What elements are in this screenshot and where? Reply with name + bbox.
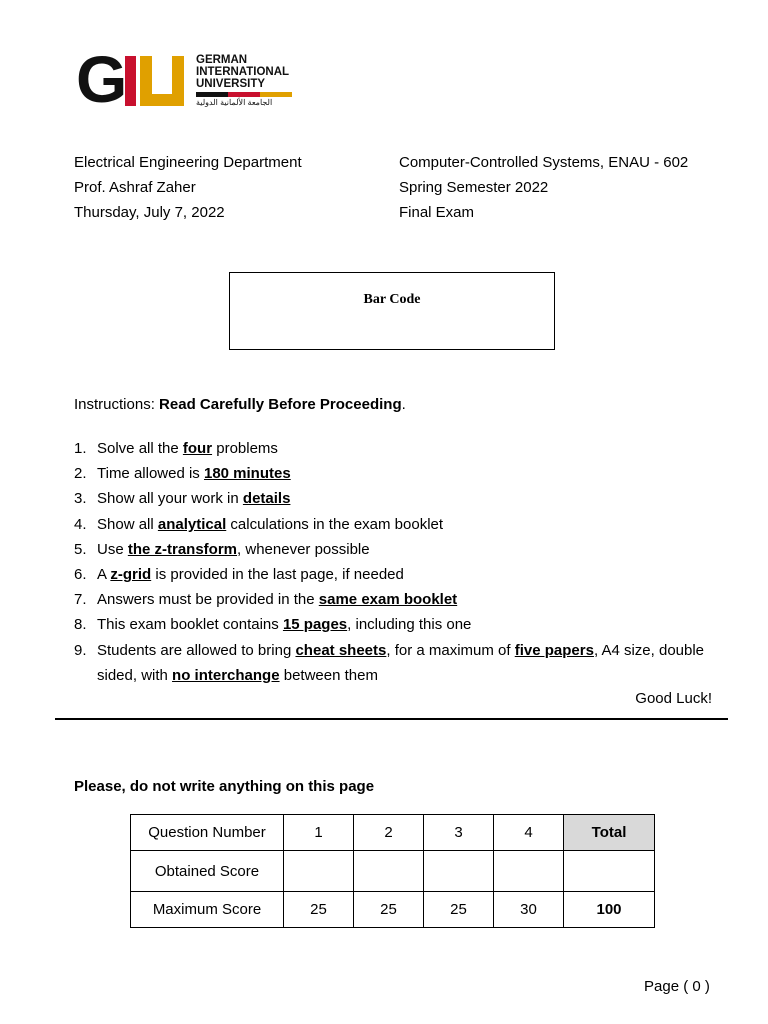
- list-item: 8. This exam booklet contains 15 pages, including this one: [74, 616, 472, 634]
- logo-university-name: GERMAN INTERNATIONAL UNIVERSITY: [196, 54, 290, 90]
- barcode-label: Bar Code: [363, 292, 421, 307]
- table-row: [131, 851, 655, 892]
- max-total-cell: 100: [564, 892, 655, 928]
- good-luck-text: Good Luck!: [635, 690, 712, 707]
- page-number: Page ( 0 ): [644, 978, 710, 995]
- list-item: 6. A z-grid is provided in the last page, if needed: [74, 566, 404, 584]
- list-item: 5. Use the z-transform, whenever possible: [74, 540, 370, 558]
- obtained-total-cell: [564, 851, 655, 892]
- logo-flag-stripes: [196, 92, 292, 97]
- professor: Prof. Ashraf Zaher: [74, 179, 196, 196]
- logo-arabic-name: الجامعة الألمانية الدولية: [196, 98, 273, 107]
- course-title: Computer-Controlled Systems, ENAU - 602: [399, 154, 689, 171]
- list-item: 1. Solve all the four problems: [74, 440, 278, 457]
- question-header: 1: [284, 815, 354, 851]
- university-logo: [76, 42, 292, 116]
- maximum-score-label: Maximum Score: [131, 892, 284, 928]
- do-not-write-notice: Please, do not write anything on this page: [74, 778, 375, 795]
- list-item: 2. Time allowed is 180 minutes: [74, 465, 291, 483]
- header-right: [399, 150, 688, 225]
- department: Electrical Engineering Department: [74, 154, 302, 171]
- obtained-score-cell: [284, 851, 354, 892]
- max-score-cell: 30: [494, 892, 564, 928]
- question-number-label: Question Number: [131, 815, 284, 851]
- logo-i-bar: [125, 56, 136, 106]
- max-score-cell: 25: [284, 892, 354, 928]
- obtained-score-cell: [494, 851, 564, 892]
- question-header: 2: [354, 815, 424, 851]
- header-left: [74, 150, 302, 225]
- list-item: 9. Students are allowed to bring cheat sheets, for a maximum of five papers, A4 size, double sided, with no interchange between them: [74, 641, 705, 684]
- table-row: [131, 892, 655, 928]
- obtained-score-cell: [354, 851, 424, 892]
- instructions-title: Instructions: Read Carefully Before Proceeding.: [74, 396, 406, 413]
- score-table: [130, 814, 655, 928]
- list-item: 7. Answers must be provided in the same exam booklet: [74, 591, 458, 609]
- question-header: 4: [494, 815, 564, 851]
- exam-type: Final Exam: [399, 204, 475, 221]
- horizontal-divider: [55, 718, 728, 720]
- list-item: 3. Show all your work in details: [74, 490, 291, 508]
- total-header: Total: [564, 815, 655, 851]
- list-item: 4. Show all analytical calculations in the exam booklet: [74, 515, 444, 533]
- max-score-cell: 25: [424, 892, 494, 928]
- question-header: 3: [424, 815, 494, 851]
- instructions-list: [74, 436, 714, 688]
- max-score-cell: 25: [354, 892, 424, 928]
- barcode-box: [229, 272, 555, 350]
- obtained-score-label: Obtained Score: [131, 851, 284, 892]
- exam-date: Thursday, July 7, 2022: [74, 204, 225, 221]
- obtained-score-cell: [424, 851, 494, 892]
- logo-u-shape: [140, 56, 184, 106]
- table-row: [131, 815, 655, 851]
- semester: Spring Semester 2022: [399, 179, 549, 196]
- logo-g-letter: G: [76, 42, 126, 116]
